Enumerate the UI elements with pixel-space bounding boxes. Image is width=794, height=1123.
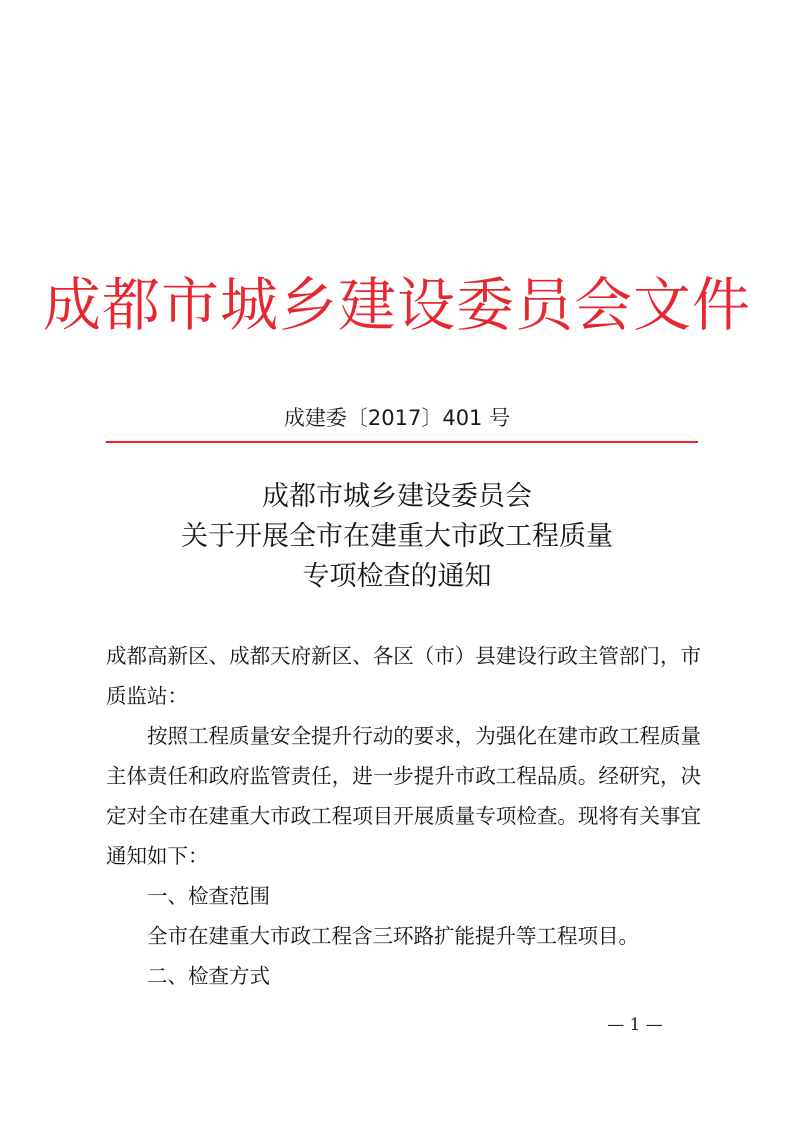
section-2-heading: 二、检查方式 — [147, 964, 270, 988]
document-number: 成建委〔2017〕401 号 — [283, 406, 511, 430]
title-line-3: 专项检查的通知 — [302, 561, 492, 592]
masthead-title: 成都市城乡建设委员会文件 — [42, 271, 751, 339]
section-1-heading: 一、检查范围 — [147, 884, 270, 908]
addressee: 成都高新区、成都天府新区、各区（市）县建设行政主管部门，市质监站： — [106, 644, 701, 708]
section-1-text: 全市在建重大市政工程含三环路扩能提升等工程项目。 — [147, 924, 639, 948]
notice-body — [106, 636, 701, 996]
title-line-2: 关于开展全市在建重大市政工程质量 — [181, 521, 613, 552]
title-line-1: 成都市城乡建设委员会 — [262, 481, 532, 512]
notice-title — [0, 477, 794, 597]
intro-paragraph: 按照工程质量安全提升行动的要求，为强化在建市政工程质量主体责任和政府监管责任，进一步提升市政工程品质。经研究，决定对全市在建重大市政工程项目开展质量专项检查。现将有关事宜通知如下： — [106, 724, 701, 868]
page-number: — 1 — — [607, 1015, 663, 1035]
red-divider-line — [106, 441, 698, 443]
